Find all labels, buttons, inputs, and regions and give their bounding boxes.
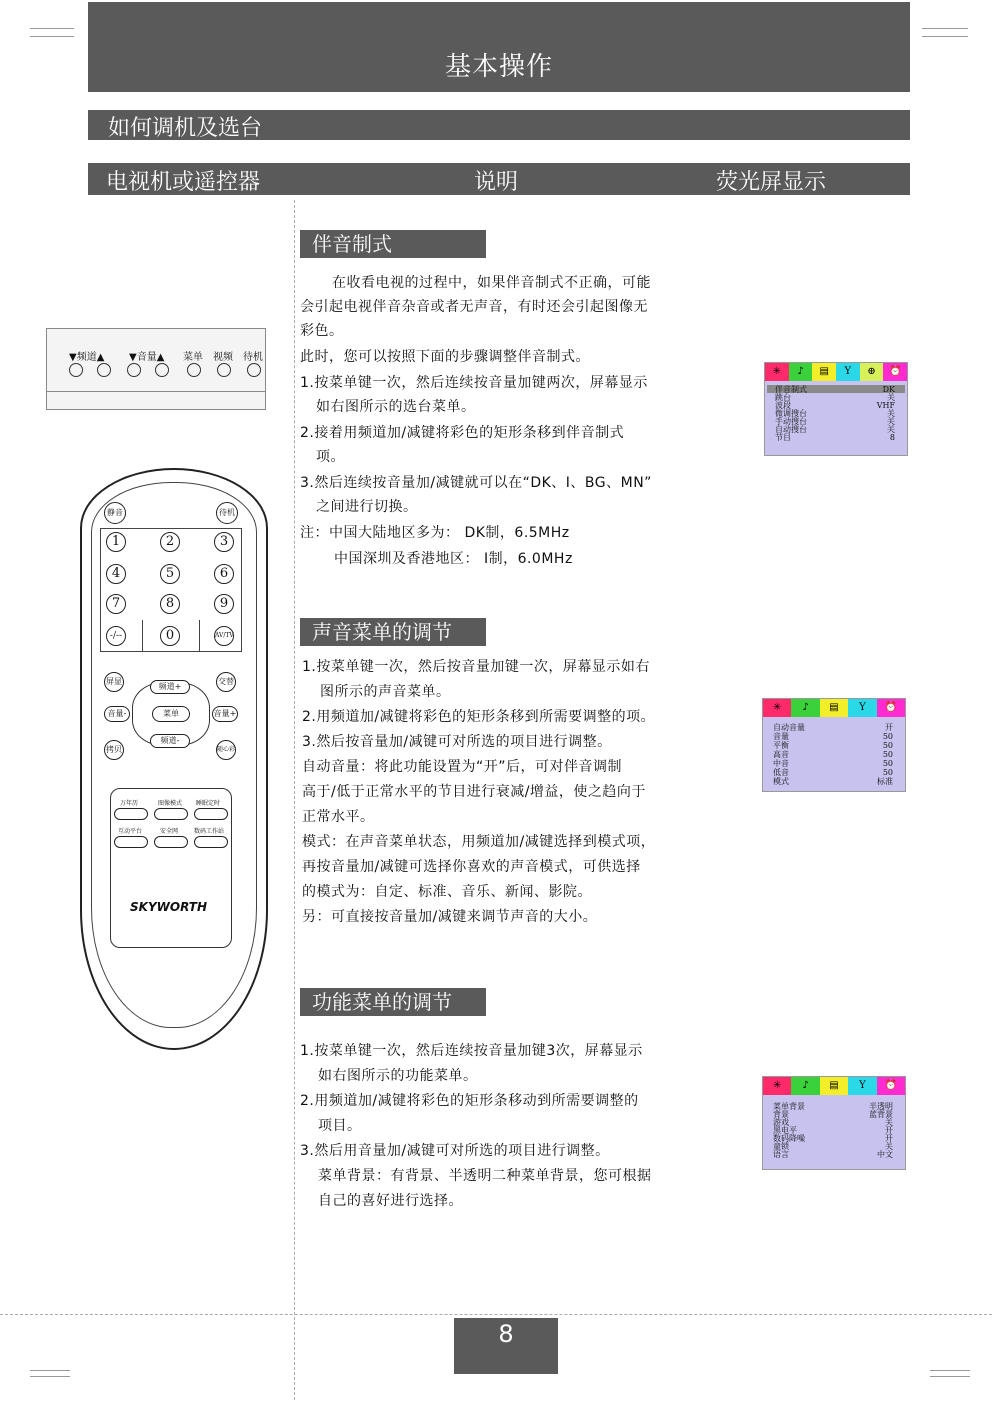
remote-standby-button[interactable]: 待机 xyxy=(216,502,238,524)
osd-picture-tab-icon: ✳ xyxy=(763,1077,791,1095)
paragraph-line: 图所示的声音菜单。 xyxy=(320,684,451,700)
osd-row-key: 中音 xyxy=(773,759,789,768)
column-divider xyxy=(294,200,295,1400)
picture-mode-button[interactable] xyxy=(154,808,188,820)
section-title-sound-menu: 声音菜单的调节 xyxy=(300,618,486,646)
osd-row-key: 音量 xyxy=(773,732,789,741)
volume-up-button[interactable]: 音量+ xyxy=(212,706,238,722)
paragraph-line: 2.用频道加/减键将彩色的矩形条移到所需要调整的项。 xyxy=(302,709,656,725)
paragraph-line: 在收看电视的过程中，如果伴音制式不正确，可能 xyxy=(332,275,651,291)
osd-row-key: 平衡 xyxy=(773,741,789,750)
paragraph-line: 另：可直接按音量加/减键来调节声音的大小。 xyxy=(302,909,598,925)
interactive-button[interactable] xyxy=(114,836,148,848)
panel-menu-button[interactable] xyxy=(187,363,201,377)
panel-video-button[interactable] xyxy=(217,363,231,377)
panel-volume-down-button[interactable] xyxy=(127,363,141,377)
title-bar xyxy=(88,2,910,92)
paragraph-line: 高于/低于正常水平的节目进行衰减/增益，使之趋向于 xyxy=(302,784,646,800)
paragraph-line: 3.然后用音量加/减键可对所选的项目进行调整。 xyxy=(300,1143,610,1159)
swap-button[interactable]: 交替 xyxy=(216,672,236,692)
digit-5-button[interactable]: 5 xyxy=(160,564,180,584)
av-tv-button[interactable]: AV/TV xyxy=(214,626,234,646)
front-panel xyxy=(46,328,266,410)
column-header-bar xyxy=(88,163,910,195)
digital-station-label: 数码工作站 xyxy=(194,828,225,835)
remote-mute-button[interactable]: 静音 xyxy=(104,502,126,524)
safety-net-label: 安全网 xyxy=(160,828,179,835)
page-number-box xyxy=(454,1318,558,1374)
osd-row-key: 游戏 xyxy=(773,1118,789,1127)
digit-2-button[interactable]: 2 xyxy=(160,532,180,552)
column-header-device: 电视机或遥控器 xyxy=(106,170,261,195)
panel-label-channel: ▼频道▲ xyxy=(69,352,105,363)
calendar-button[interactable] xyxy=(114,808,148,820)
osd-picture-tab-icon: ✳ xyxy=(763,699,791,717)
panel-channel-down-button[interactable] xyxy=(69,363,83,377)
page-title: 基本操作 xyxy=(444,52,553,82)
paragraph-line: 项目。 xyxy=(318,1118,362,1134)
paragraph-line: 此时，您可以按照下面的步骤调整伴音制式。 xyxy=(300,349,590,365)
paragraph-line: 再按音量加/减键可选择你喜欢的声音模式，可供选择 xyxy=(302,859,641,875)
page-subtitle: 如何调机及选台 xyxy=(108,116,263,141)
osd-row-key: 跳台 xyxy=(775,393,791,402)
section-title-function-menu: 功能菜单的调节 xyxy=(300,988,486,1016)
brand-logo: SKYWORTH xyxy=(130,900,207,914)
panel-volume-up-button[interactable] xyxy=(155,363,169,377)
paragraph-line: 的模式为：自定、标准、音乐、新闻、影院。 xyxy=(302,884,592,900)
osd-row-value: 8 xyxy=(889,433,895,442)
osd-time-tab-icon: ⊕ xyxy=(860,363,884,381)
osd-clock-tab-icon: ⏰ xyxy=(883,363,907,381)
paragraph-line: 3.然后连续按音量加/减键就可以在“DK、I、BG、MN” xyxy=(300,475,652,491)
interactive-label: 互动平台 xyxy=(118,828,143,835)
paragraph-line: 中国深圳及香港地区： I制，6.0MHz xyxy=(334,551,573,567)
osd-row-value: VHF xyxy=(876,401,895,410)
osd-row-value: 50 xyxy=(882,732,893,741)
osd-row-value: DK xyxy=(882,385,895,394)
digit-8-button[interactable]: 8 xyxy=(160,594,180,614)
osd-row-key: 自动搜台 xyxy=(775,425,807,434)
page-number: 8 xyxy=(498,1320,514,1348)
digit-7-button[interactable]: 7 xyxy=(106,594,126,614)
osd-row-key: 自动音量 xyxy=(773,723,805,732)
sleep-timer-label: 睡眠定时 xyxy=(196,800,221,807)
panel-label-standby: 待机 xyxy=(243,352,263,363)
osd-row-value: 开 xyxy=(885,1134,893,1143)
paragraph-line: 2.接着用频道加/减键将彩色的矩形条移到伴音制式 xyxy=(300,425,625,441)
paragraph-line: 会引起电视伴音杂音或者无声音，有时还会引起图像无 xyxy=(300,299,648,315)
osd-row-key: 数码降噪 xyxy=(773,1134,805,1143)
column-header-description: 说明 xyxy=(474,170,519,195)
paragraph-line: 之间进行切换。 xyxy=(316,499,418,515)
digit-6-button[interactable]: 6 xyxy=(214,564,234,584)
digit-4-button[interactable]: 4 xyxy=(106,564,126,584)
paragraph-line: 1.按菜单键一次，然后按音量加键一次，屏幕显示如右 xyxy=(302,659,650,675)
crop-mark xyxy=(930,1376,970,1377)
osd-row-key: 低音 xyxy=(773,768,789,777)
column-header-screen: 荧光屏显示 xyxy=(716,170,827,195)
crop-mark xyxy=(922,28,968,29)
paragraph-line: 注：中国大陆地区多为： DK制，6.5MHz xyxy=(300,525,570,541)
panel-standby-button[interactable] xyxy=(247,363,261,377)
osd-function-tab-icon: Y xyxy=(848,699,876,717)
paragraph-line: 模式：在声音菜单状态，用频道加/减键选择到模式项， xyxy=(302,834,656,850)
osd-sound-menu xyxy=(762,698,906,792)
osd-row-key: 节目 xyxy=(775,433,791,442)
calendar-label: 万年历 xyxy=(120,800,139,807)
digital-station-button[interactable] xyxy=(194,836,228,848)
osd-row-key: 微调搜台 xyxy=(775,409,807,418)
crop-mark xyxy=(30,1376,70,1377)
osd-sound-tab-icon: ♪ xyxy=(791,1077,819,1095)
paragraph-line: 2.用频道加/减键将彩色的矩形条移动到所需要调整的 xyxy=(300,1093,639,1109)
copy-button[interactable]: 拷贝 xyxy=(104,740,124,760)
channel-up-button[interactable]: 频道+ xyxy=(150,680,190,694)
remote-control xyxy=(80,468,268,1050)
osd-row-value: 50 xyxy=(882,768,893,777)
dash-key-button[interactable]: -/-- xyxy=(106,626,126,646)
sleep-timer-button[interactable] xyxy=(194,808,228,820)
safety-net-button[interactable] xyxy=(154,836,188,848)
osd-row-key: 波段 xyxy=(775,401,791,410)
osd-row-value: 半透明 xyxy=(869,1102,893,1111)
channel-down-button[interactable]: 频道- xyxy=(150,734,190,748)
digit-0-button[interactable]: 0 xyxy=(160,626,180,646)
osd-row-value: 50 xyxy=(882,759,893,768)
color-button[interactable]: 随心彩 xyxy=(216,740,236,760)
paragraph-line: 如右图所示的选台菜单。 xyxy=(316,399,476,415)
osd-row-value: 关 xyxy=(887,393,895,402)
osd-row-key: 高音 xyxy=(773,750,789,759)
osd-row-value: 关 xyxy=(885,1118,893,1127)
osd-row-value: 关 xyxy=(887,417,895,426)
osd-clock-tab-icon: ⏰ xyxy=(877,699,905,717)
menu-button[interactable]: 菜单 xyxy=(152,706,190,722)
osd-row-key: 背景 xyxy=(773,1110,789,1119)
paragraph-line: 1.按菜单键一次，然后连续按音量加键3次，屏幕显示 xyxy=(300,1043,643,1059)
paragraph-line: 如右图所示的功能菜单。 xyxy=(318,1068,478,1084)
osd-row-value: 开 xyxy=(885,723,893,732)
osd-row-key: 模式 xyxy=(773,777,789,786)
paragraph-line: 菜单背景：有背景、半透明二种菜单背景，您可根据 xyxy=(318,1168,652,1184)
paragraph-line: 1.按菜单键一次，然后连续按音量加键两次，屏幕显示 xyxy=(300,375,648,391)
osd-function-tab-icon: Y xyxy=(848,1077,876,1095)
osd-row-key: 手动搜台 xyxy=(775,417,807,426)
footer-dashed-line xyxy=(0,1314,992,1315)
digit-9-button[interactable]: 9 xyxy=(214,594,234,614)
osd-row-key: 菜单背景 xyxy=(773,1102,805,1111)
digit-3-button[interactable]: 3 xyxy=(214,532,234,552)
osd-row-value: 中文 xyxy=(877,1150,893,1159)
osd-row-value: 开 xyxy=(885,1126,893,1135)
osd-tab-strip xyxy=(763,1077,905,1095)
paragraph-line: 彩色。 xyxy=(300,323,344,339)
osd-row-value: 蓝背景 xyxy=(869,1110,893,1119)
osd-row-value: 关 xyxy=(885,1142,893,1151)
paragraph-line: 自己的喜好进行选择。 xyxy=(318,1193,463,1209)
panel-label-video: 视频 xyxy=(213,352,233,363)
osd-row-key: 黑电平 xyxy=(773,1126,797,1135)
crop-mark xyxy=(930,1370,970,1371)
osd-picture-tab-icon: ✳ xyxy=(765,363,789,381)
panel-divider xyxy=(47,391,265,392)
osd-row-value: 50 xyxy=(882,750,893,759)
osd-function-tab-icon: Y xyxy=(836,363,860,381)
paragraph-line: 3.然后按音量加/减键可对所选的项目进行调整。 xyxy=(302,734,612,750)
osd-clock-tab-icon: ⏰ xyxy=(877,1077,905,1095)
crop-mark xyxy=(30,36,74,37)
osd-sound-tab-icon: ♪ xyxy=(791,699,819,717)
volume-down-button[interactable]: 音量- xyxy=(104,706,130,722)
osd-channel-tab-icon: ▤ xyxy=(820,699,848,717)
osd-row-key: 童锁 xyxy=(773,1142,789,1151)
osd-sound-tab-icon: ♪ xyxy=(789,363,813,381)
osd-row-value: 50 xyxy=(882,741,893,750)
osd-row-key: 语言 xyxy=(773,1150,789,1159)
paragraph-line: 自动音量：将此功能设置为“开”后，可对伴音调制 xyxy=(302,759,623,775)
osd-row-value: 标准 xyxy=(877,777,893,786)
paragraph-line: 项。 xyxy=(316,449,345,465)
osd-channel-tab-icon: ▤ xyxy=(820,1077,848,1095)
panel-label-menu: 菜单 xyxy=(183,352,203,363)
osd-tab-strip xyxy=(765,363,907,381)
subtitle-bar xyxy=(88,110,910,140)
paragraph-line: 正常水平。 xyxy=(302,809,375,825)
picture-mode-label: 图像模式 xyxy=(158,800,183,807)
osd-tab-strip xyxy=(763,699,905,717)
osd-function-menu xyxy=(762,1076,906,1170)
osd-channel-tab-icon: ▤ xyxy=(812,363,836,381)
crop-mark xyxy=(922,36,968,37)
osd-row-value: 关 xyxy=(887,409,895,418)
digit-1-button[interactable]: 1 xyxy=(106,532,126,552)
section-title-audio-system: 伴音制式 xyxy=(300,230,486,258)
osd-row-key: 伴音制式 xyxy=(775,385,807,394)
crop-mark xyxy=(30,28,74,29)
panel-channel-up-button[interactable] xyxy=(97,363,111,377)
osd-tuning-menu xyxy=(764,362,908,456)
display-button[interactable]: 屏显 xyxy=(104,672,124,692)
crop-mark xyxy=(30,1370,70,1371)
osd-row-value: 关 xyxy=(887,425,895,434)
panel-label-volume: ▼音量▲ xyxy=(129,352,165,363)
